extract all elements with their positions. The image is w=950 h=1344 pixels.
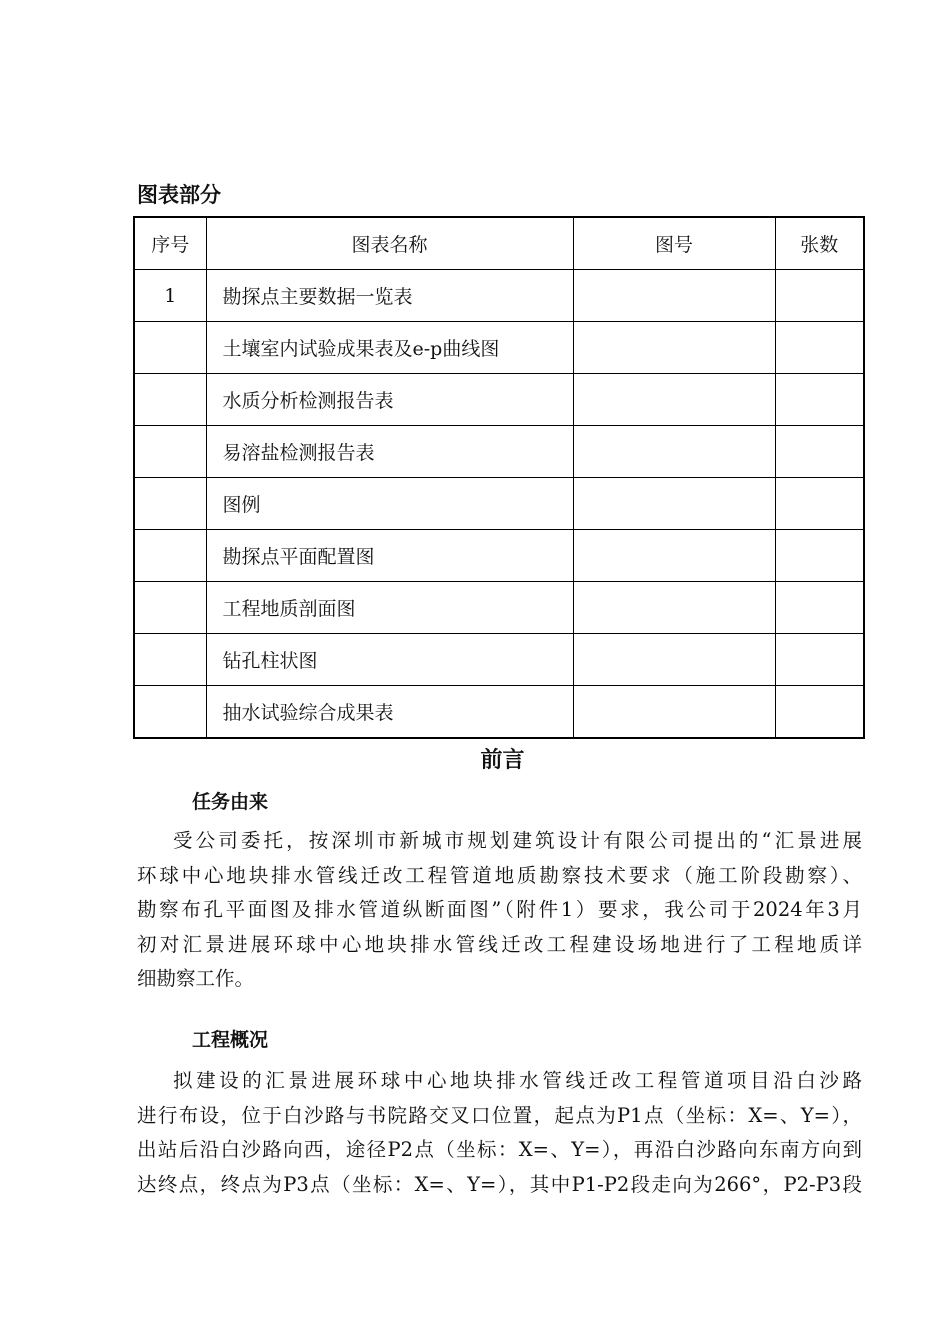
cell-no	[134, 426, 206, 478]
cell-no	[134, 686, 206, 739]
cell-no	[134, 322, 206, 374]
task-origin-paragraph	[137, 824, 862, 997]
cell-name: 抽水试验综合成果表	[206, 686, 573, 739]
cell-count	[775, 686, 864, 739]
paragraph-line: 初对汇景进展环球中心地块排水管线迁改工程建设场地进行了工程地质详	[137, 932, 862, 956]
header-figure-no: 图号	[573, 217, 775, 270]
paragraph-line: 受公司委托，按深圳市新城市规划建筑设计有限公司提出的“汇景进展	[173, 829, 862, 852]
header-count: 张数	[775, 217, 864, 270]
cell-count	[775, 270, 864, 322]
paragraph-line: 拟建设的汇景进展环球中心地块排水管线迁改工程管道项目沿白沙路	[173, 1069, 862, 1092]
cell-no	[134, 478, 206, 530]
table-row	[134, 426, 864, 478]
paragraph-line: 出站后沿白沙路向西，途径P2点（坐标：X=、Y=），再沿白沙路向东南方向到	[137, 1138, 862, 1161]
table-row	[134, 322, 864, 374]
table-header-row	[134, 217, 864, 270]
cell-no: 1	[134, 270, 206, 322]
cell-name: 工程地质剖面图	[206, 582, 573, 634]
table-row	[134, 374, 864, 426]
cell-name: 勘探点主要数据一览表	[206, 270, 573, 322]
task-origin-heading: 任务由来	[192, 791, 269, 813]
table-row	[134, 478, 864, 530]
project-overview-paragraph	[137, 1064, 862, 1202]
cell-count	[775, 374, 864, 426]
cell-no	[134, 530, 206, 582]
cell-figure-no	[573, 634, 775, 686]
preface-title: 前言	[480, 748, 525, 773]
cell-no	[134, 634, 206, 686]
cell-count	[775, 634, 864, 686]
figures-table	[133, 216, 865, 739]
paragraph-line: 细勘察工作。	[137, 967, 255, 990]
cell-figure-no	[573, 686, 775, 739]
header-no: 序号	[134, 217, 206, 270]
figures-section-title: 图表部分	[137, 183, 221, 207]
table-row	[134, 634, 864, 686]
table-row	[134, 686, 864, 739]
cell-figure-no	[573, 426, 775, 478]
paragraph-line: 进行布设，位于白沙路与书院路交叉口位置，起点为P1点（坐标：X=、Y=），	[137, 1103, 862, 1127]
cell-name: 易溶盐检测报告表	[206, 426, 573, 478]
cell-count	[775, 478, 864, 530]
table-row	[134, 270, 864, 322]
cell-figure-no	[573, 530, 775, 582]
cell-name: 勘探点平面配置图	[206, 530, 573, 582]
cell-figure-no	[573, 322, 775, 374]
paragraph-line: 达终点，终点为P3点（坐标：X=、Y=），其中P1-P2段走向为266°，P2-P3段	[137, 1172, 862, 1196]
cell-count	[775, 322, 864, 374]
cell-no	[134, 374, 206, 426]
paragraph-line: 勘察布孔平面图及排水管道纵断面图”（附件1）要求，我公司于2024年3月	[137, 898, 862, 921]
cell-count	[775, 582, 864, 634]
cell-name: 水质分析检测报告表	[206, 374, 573, 426]
cell-no	[134, 582, 206, 634]
cell-name: 土壤室内试验成果表及e-p曲线图	[206, 322, 573, 374]
cell-name: 图例	[206, 478, 573, 530]
project-overview-heading: 工程概况	[192, 1029, 269, 1051]
cell-count	[775, 426, 864, 478]
cell-figure-no	[573, 374, 775, 426]
table-row	[134, 530, 864, 582]
cell-count	[775, 530, 864, 582]
paragraph-line: 环球中心地块排水管线迁改工程管道地质勘察技术要求（施工阶段勘察）、	[137, 863, 862, 887]
table-row	[134, 582, 864, 634]
cell-figure-no	[573, 582, 775, 634]
cell-figure-no	[573, 270, 775, 322]
cell-figure-no	[573, 478, 775, 530]
header-name: 图表名称	[206, 217, 573, 270]
cell-name: 钻孔柱状图	[206, 634, 573, 686]
